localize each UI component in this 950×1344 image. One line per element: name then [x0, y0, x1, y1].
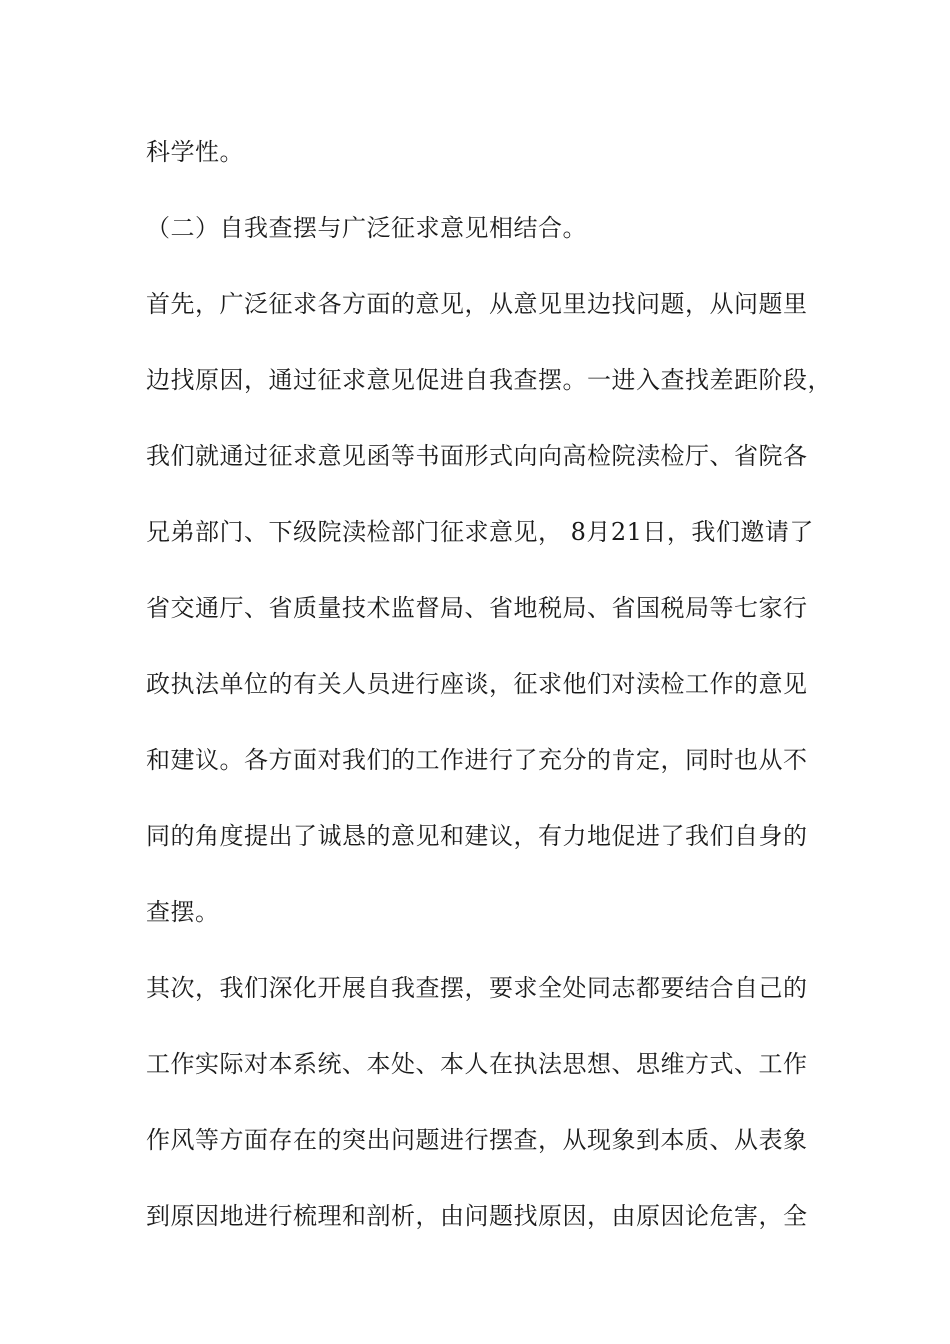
text-line: 作风等方面存在的突出问题进行摆查，从现象到本质、从表象: [146, 1126, 808, 1154]
text-line: 兄弟部门、下级院渎检部门征求意见， 8月21日，我们邀请了: [146, 518, 814, 546]
section-heading: （二）自我查摆与广泛征求意见相结合。: [146, 214, 587, 242]
text-line: 工作实际对本系统、本处、本人在执法思想、思维方式、工作: [146, 1050, 808, 1078]
text-line: 同的角度提出了诚恳的意见和建议，有力地促进了我们自身的: [146, 822, 808, 850]
text-line: 到原因地进行梳理和剖析，由问题找原因，由原因论危害，全: [146, 1202, 808, 1230]
text-line: 科学性。: [146, 138, 244, 166]
text-line: 首先，广泛征求各方面的意见，从意见里边找问题，从问题里: [146, 290, 808, 318]
text-line: 政执法单位的有关人员进行座谈，征求他们对渎检工作的意见: [146, 670, 808, 698]
text-line: 边找原因，通过征求意见促进自我查摆。一进入查找差距阶段，: [146, 366, 832, 394]
text-line: 省交通厅、省质量技术监督局、省地税局、省国税局等七家行: [146, 594, 808, 622]
text-line: 我们就通过征求意见函等书面形式向向高检院渎检厅、省院各: [146, 442, 808, 470]
text-line: 和建议。各方面对我们的工作进行了充分的肯定，同时也从不: [146, 746, 808, 774]
text-line: 查摆。: [146, 898, 220, 926]
text-line: 其次，我们深化开展自我查摆，要求全处同志都要结合自己的: [146, 974, 808, 1002]
